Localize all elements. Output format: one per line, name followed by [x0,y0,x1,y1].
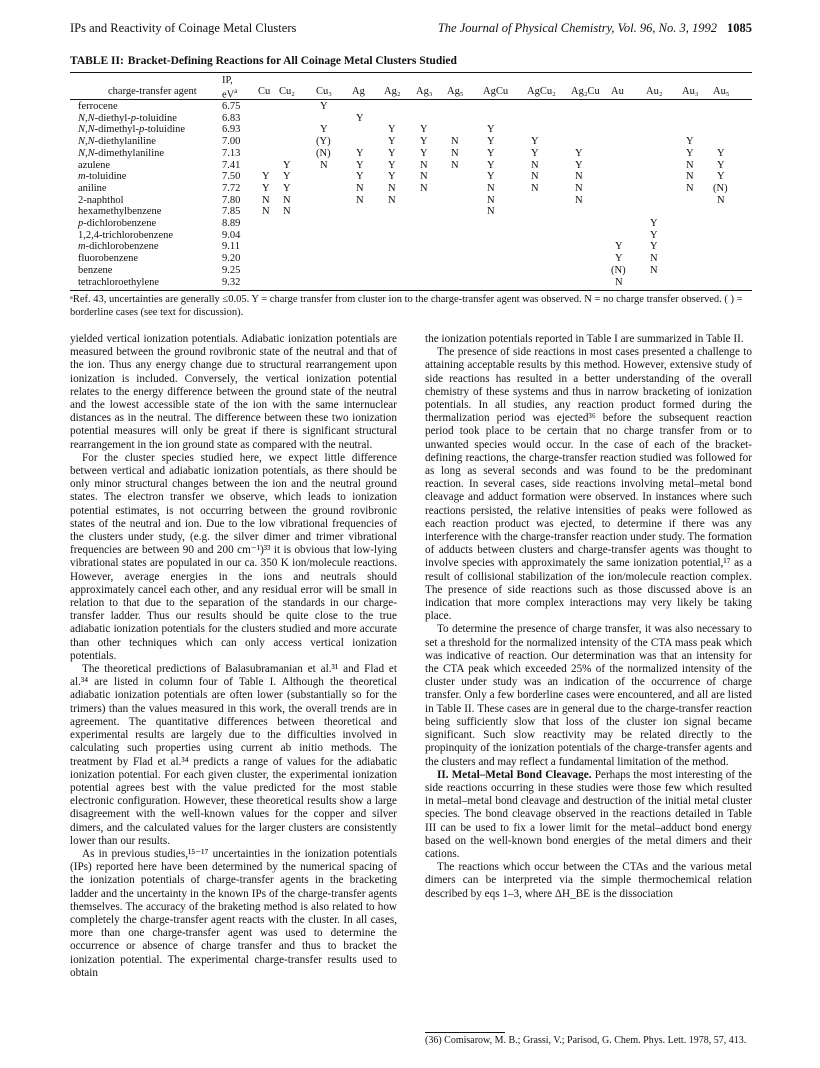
row-agent [78,171,126,182]
table-cell: N [686,159,694,171]
running-header [70,21,752,39]
row-agent: aniline [78,182,107,194]
table-cell: N [650,264,658,276]
table-cell: Y [575,159,583,171]
table-cell: N [650,253,658,265]
table-cell: N [531,159,539,171]
row-ip: 7.13 [222,147,241,159]
row-agent: azulene [78,159,111,171]
row-ip: 6.75 [222,101,241,112]
row-agent-part: m [78,171,86,183]
row-agent-part: -toluidine [144,124,186,136]
col-head-cluster: Au₂ [646,86,663,97]
table-cell: Y [283,182,291,194]
header-article-title: IPs and Reactivity of Coinage Metal Clusters [70,21,297,35]
table-cell: N [615,276,623,288]
paragraph-text: The reactions which occur between the CTAs and the various metal dimers can be interpreted via the simple thermochemical relation described by eqs 1–3, where ΔH_BE is the dissociation [425,861,752,900]
col-head-cluster: Cu₃ [316,86,332,97]
table-cell: N [531,171,539,183]
table-cell: N [717,194,725,206]
paragraph-text: The theoretical predictions of Balasubramanian et al.³¹ and Flad et al.³⁴ are listed in column four of Table I. Although the theoretical adiabatic ionization potentials are often lower (substantially so for the trimers) than the values measured in this work, the overall trends are in agreement. The quantitative differences between theoretical and experimental results are largely due to the difficulties involved in calculating such properties using current ab initio methods. The treatment by Flad et al.³⁴ predicts a range of values for the adiabatic ionization potential. For each given cluster, the experimental ionization potential agrees best with the value predicted for the most stable electronic configuration. However, these theoretical results show a large disagreement with the well-known values for the copper and silver dimers, and the calculated values for the larger clusters are consistently lower than our results. [70,663,397,847]
left-column-text [70,333,397,980]
table-cell: Y [262,182,270,194]
table-cell: Y [487,159,495,171]
table-cell: Y [420,124,428,136]
table-cell: Y [575,147,583,159]
row-ip: 9.25 [222,264,241,276]
table-cell: Y [320,124,328,136]
table-cell: Y [531,147,539,159]
row-agent-part: N,N [78,124,95,136]
paragraph [425,623,752,768]
page-number: 1085 [727,21,752,35]
col-head-cluster: AgCu₂ [527,86,556,97]
col-head-cluster: Ag [352,86,365,97]
table-cell: N [575,182,583,194]
table-cell: Y [531,136,539,148]
header-journal-citation [438,21,752,36]
table-cell: Y [686,147,694,159]
paragraph [425,333,752,346]
table-cell: N [388,194,396,206]
table-caption [70,55,457,67]
table-cell: Y [356,112,364,124]
row-ip: 7.80 [222,194,241,206]
row-agent [78,124,185,135]
table-cell: Y [420,147,428,159]
paragraph [425,346,752,623]
row-agent [78,241,158,252]
row-ip: 9.32 [222,276,241,288]
table-cell: N [487,182,495,194]
row-agent-part: -dichlorobenzene [85,241,159,253]
table-cell: Y [356,159,364,171]
table-cell: N [575,194,583,206]
paragraph [70,452,397,663]
table-footnote: ᵃRef. 43, uncertainties are generally ≤0.05. Y = charge transfer from cluster ion to the charge-transfer agent was observed. N = no charge transfer observed. ( ) = borderline cases (see text for discussion). [70,294,743,318]
row-ip: 9.11 [222,241,240,253]
row-agent: hexamethylbenzene [78,206,162,218]
row-agent: 2-naphthol [78,194,124,206]
col-head-cluster: Au₃ [682,86,699,97]
table-cell: (Y) [316,136,331,148]
table-top-rule [70,72,752,73]
row-ip: 6.93 [222,124,241,136]
table-cell: Y [487,124,495,136]
page-footnote: (36) Comisarow, M. B.; Grassi, V.; Parisod, G. Chem. Phys. Lett. 1978, 57, 413. [425,1035,747,1046]
table-cell: Y [388,171,396,183]
col-head-cluster: Ag₃ [416,86,433,97]
table-cell: N [420,171,428,183]
table-cell: N [686,182,694,194]
row-agent-part: -diethyl- [94,112,131,124]
table-cell: N [262,194,270,206]
table-cell: N [451,147,459,159]
table-cell: N [487,194,495,206]
table-cell: N [356,182,364,194]
table-cell: N [388,182,396,194]
table-cell: Y [686,136,694,148]
right-column-text [425,333,752,901]
table-cell: Y [487,147,495,159]
row-agent-part: N,N [78,112,95,124]
row-agent-part: m [78,241,86,253]
row-agent-part: -toluidine [136,112,177,124]
col-head-cluster: Ag₅ [447,86,464,97]
row-agent [78,113,177,124]
col-head-ip-unit: $eV^a$ [222,87,238,101]
row-ip: 9.04 [222,229,241,241]
table-cell: Y [388,124,396,136]
col-head-ip-footnote-mark: a [234,87,238,95]
paragraph-text: The presence of side reactions in most cases presented a challenge to attaining acceptable results by this method. However, extensive study of side reactions has resulted in a better understanding of the overall chemistry of these systems and thus in narrow bracketing of ionization potentials. In all studies, any reaction product formed during the thermalization period was ejected³⁶ before the subsequent reaction period took place to be certain that no charge transfer from or to unwanted species would occur. In the case of each of the bracket-defining reactions, the charge-transfer reaction studied was followed for as long as several seconds and was found to be the predominant reaction. In several cases, side reactions involving metal–metal bond cleavage and adduct formation were observed. In instances where such reactions persisted, the relative intensities of peaks were followed as each reaction product was ejected, to determine if there was any interference with the charge-transfer reaction under study. The formation of adducts between clusters and charge-transfer agents was thought to involve species with approximately the same ionization potential,¹⁷ as a result of collisional stabilization of the ion/molecule reaction complex. The presence of side reactions such as those discussed above is an indication that more complex interactions may very likely be taking place. [425,346,752,623]
table-cell: Y [283,171,291,183]
table-cell: Y [388,159,396,171]
table-cell: N [262,206,270,218]
row-agent-part: p [138,124,145,136]
col-head-cluster: Cu [258,86,271,97]
table-label: TABLE II: [70,55,124,67]
col-head-cluster: Ag₂Cu [571,86,600,97]
table-cell: Y [650,241,658,253]
table-cell: N [531,182,539,194]
row-agent-part: -dimethyl- [94,124,139,136]
row-agent-part: -diethylaniline [94,136,156,148]
row-agent-part: -dichlorobenzene [83,218,157,229]
row-agent-part: p [78,218,84,229]
row-ip: 9.20 [222,253,241,265]
table-cell: Y [615,253,623,265]
paragraph [70,848,397,980]
table-cell: (N) [713,182,728,194]
section-heading: II. Metal–Metal Bond Cleavage. [437,768,595,781]
table-header-rule [70,99,752,100]
table-bottom-rule [70,290,752,291]
row-agent [78,218,156,229]
row-agent-part: N,N [78,147,95,159]
col-head-ip-label: IP, [222,75,233,86]
table-cell: Y [388,136,396,148]
table-cell: Y [320,101,328,112]
col-head-cluster: Au [611,86,624,97]
col-head-cluster: Au₅ [713,86,730,97]
table-cell: (N) [611,264,626,276]
table-title: Bracket-Defining Reactions for All Coinage Metal Clusters Studied [127,55,457,67]
row-ip: 7.85 [222,206,241,218]
table-cell: Y [388,147,396,159]
paragraph [425,769,752,861]
table-cell: N [575,171,583,183]
row-agent-part: -toluidine [85,171,127,183]
table-cell: N [283,206,291,218]
col-head-agent: charge-transfer agent [108,86,197,97]
table-cell: N [487,206,495,218]
paragraph-text: To determine the presence of charge transfer, it was also necessary to set a threshold for the normalized intensity of the CTA mass peak which was indicative of reaction. Our determination was that an intensity for the CTA peak which exceeded 25% of the normalized intensity of the cluster under study was an indication of the occurrence of charge transfer. Only a few borderline cases were encountered, and all are listed in Table II. These cases are in general due to the charge-transfer reaction being sufficiently slow that loss of the cluster ion signal became significant. Such slow reactivity may be related directly to the propinquity of the ionization potentials of the charge-transfer agents and the clusters and may reflect a fundamental limitation of the method. [425,623,752,768]
table-cell: Y [262,171,270,183]
row-agent [78,148,164,159]
table-cell: Y [283,159,291,171]
row-agent: ferrocene [78,101,118,112]
paragraph-text: As in previous studies,¹⁵⁻¹⁷ uncertainties in the ionization potentials (IPs) reported here have been determined by the numerical spacing of the ionization potentials of charge-transfer agents in the bracketing ladder and the uncertainty in the known IPs of the charge-transfer agents themselves. The accuracy of the braketing method is also related to how completely the charge-transfer agent reacts with the cluster. In all cases, more than one charge-transfer agent was used to determine the occurrence or absence of charge transfer and thus to bracket the ionization potential. The experimental charge-transfer results used to obtain [70,847,397,979]
row-ip: 8.89 [222,218,241,229]
table-cell: Y [356,147,364,159]
header-journal: The Journal of Physical Chemistry, Vol. 96, No. 3, 1992 [437,21,717,35]
table-cell: Y [356,171,364,183]
paragraph-text: Perhaps the most interesting of the side reactions occurring in these studies were those few which resulted in metal–metal bond cleavage and destruction of the initial metal cluster species. The bond cleavage observed in the reactions detailed in Table III can be used to fix a lower limit for the metal–adduct bond energy based on the well-known bond energies of the metal dimers and their cations. [425,768,752,860]
table-cell: Y [420,136,428,148]
table-cell: Y [650,229,658,241]
table-cell: Y [717,171,725,183]
table-cell: (N) [316,147,331,159]
row-agent-part: -dimethylaniline [94,147,165,159]
table-cell: N [686,171,694,183]
table-cell: Y [487,136,495,148]
row-agent: tetrachloroethylene [78,276,160,288]
row-agent: benzene [78,264,113,276]
table-cell: Y [487,171,495,183]
row-ip: 7.72 [222,182,241,194]
row-agent: 1,2,4-trichlorobenzene [78,229,174,241]
paragraph-text: the ionization potentials reported in Table I are summarized in Table II. [425,333,744,345]
table-cell: Y [650,218,658,229]
row-agent [78,136,156,147]
table-cell: N [356,194,364,206]
row-ip: 7.50 [222,171,241,183]
table-cell: Y [717,159,725,171]
table-cell: N [420,159,428,171]
row-ip: 6.83 [222,112,241,124]
paragraph [70,663,397,848]
col-head-cluster: Ag₂ [384,86,401,97]
table-cell: N [451,136,459,148]
table-cell: Y [615,241,623,253]
col-head-cluster: AgCu [483,86,509,97]
table-cell: N [283,194,291,206]
footnote-rule [425,1032,505,1033]
paragraph-text: yielded vertical ionization potentials. Adiabatic ionization potentials are measured between the ground rovibronic state of the neutral and that of the ion. Thus any energy change due to structural rearrangement upon ionization is included. Conversely, the vertical ionization potential relates to the energy difference between the ground state of the neutral and the lowest accessible state of the ion with the same internuclear distances as in the neutral. The difference between these two ionization potential measures will only be great if there is significant structural rearrangement in the ion ground state as compared with the neutral. [70,333,397,451]
table-cell: N [320,159,328,171]
row-agent-part: N,N [78,136,95,148]
paragraph-text: For the cluster species studied here, we expect little difference between vertical and adiabatic ionization potentials, as there should be only minor structural changes between the ion and the neutral ground states. The electron transfer we observe, which leads to ionization potential estimates, is not occurring between the ground rovibronic states of the neutral and ion. Due to the low vibrational frequencies of the clusters under study, (e.g. the silver dimer and trimer vibrational frequencies are between 90 and 200 cm⁻¹)³³ it is obvious that low-lying vibrational states are populated in our ca. 350 K ion/molecule reactions. However, average energies in the ions and neutrals should approximately cancel each other, and any residual error will be small in relation to that due to the separation of the standards in our charge-transfer ladder. Thus our results should be quite close to the true adiabatic ionization potentials for the clusters studied and more accurate than other techniques which can only access vertical ionization potentials. [70,451,397,662]
col-head-ip [222,75,252,101]
col-head-cluster: Cu₂ [279,86,295,97]
paragraph [425,861,752,901]
row-ip: 7.41 [222,159,241,171]
row-agent: fluorobenzene [78,253,139,265]
table-cell: N [451,159,459,171]
paragraph [70,333,397,452]
row-ip: 7.00 [222,136,241,148]
table-cell: Y [717,147,725,159]
table-cell: N [420,182,428,194]
row-agent-part: p [130,112,137,124]
